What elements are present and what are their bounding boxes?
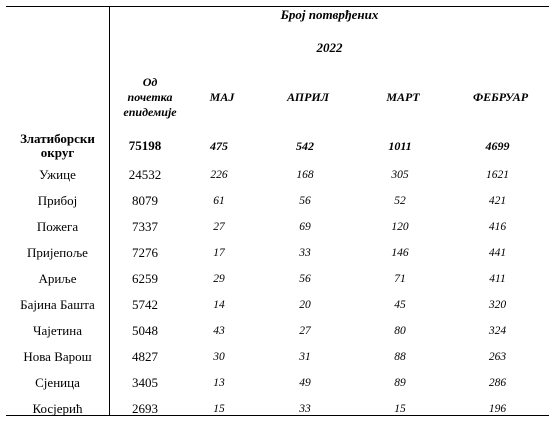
cell-april: 542 bbox=[296, 138, 314, 153]
cell-february: 1621 bbox=[486, 169, 509, 181]
column-header-february: ФЕБРУАР bbox=[472, 89, 529, 104]
column-header-april: АПРИЛ bbox=[287, 89, 329, 104]
cell-may: 30 bbox=[213, 351, 225, 363]
row-name: Чајетина bbox=[33, 323, 82, 338]
table-row bbox=[6, 214, 548, 240]
cell-may: 226 bbox=[210, 169, 228, 181]
confirmed-count-heading: Број потврђених bbox=[280, 7, 379, 22]
table-row bbox=[6, 188, 548, 214]
row-name: Косјерић bbox=[32, 401, 83, 416]
cell-april: 56 bbox=[299, 195, 311, 207]
cell-total: 4827 bbox=[132, 349, 158, 364]
cell-total: 5742 bbox=[132, 297, 158, 312]
row-name: Бајина Башта bbox=[20, 297, 95, 312]
table-row bbox=[6, 396, 548, 422]
cell-february: 196 bbox=[488, 403, 507, 415]
cell-may: 27 bbox=[213, 221, 225, 233]
table-row bbox=[6, 318, 548, 344]
cell-total: 75198 bbox=[128, 138, 162, 153]
cell-february: 416 bbox=[488, 221, 507, 233]
cell-total: 6259 bbox=[132, 271, 158, 286]
cell-march: 52 bbox=[394, 195, 406, 207]
cell-march: 120 bbox=[391, 221, 409, 233]
cell-total: 24532 bbox=[128, 167, 162, 182]
cell-total: 7337 bbox=[132, 219, 158, 234]
table-row bbox=[6, 292, 548, 318]
data-table bbox=[6, 130, 548, 422]
cell-may: 17 bbox=[213, 247, 225, 259]
cell-may: 29 bbox=[213, 273, 225, 285]
cell-total: 8079 bbox=[132, 193, 158, 208]
cell-february: 4699 bbox=[485, 138, 510, 153]
cell-total: 5048 bbox=[132, 323, 158, 338]
row-name: Прибој bbox=[37, 193, 78, 208]
cell-april: 20 bbox=[299, 299, 311, 311]
column-header-may: МАЈ bbox=[209, 89, 235, 104]
cell-march: 80 bbox=[394, 325, 406, 337]
table-row-district-total bbox=[6, 130, 548, 162]
table-row bbox=[6, 240, 548, 266]
row-name: Нова Варош bbox=[23, 349, 92, 364]
cell-april: 31 bbox=[299, 351, 311, 363]
cell-april: 27 bbox=[299, 325, 311, 337]
cell-february: 411 bbox=[489, 273, 506, 285]
row-name: Ужице bbox=[39, 167, 76, 182]
cell-april: 168 bbox=[296, 169, 314, 181]
cell-total: 7276 bbox=[132, 245, 158, 260]
table-row bbox=[6, 162, 548, 188]
cell-april: 33 bbox=[299, 247, 311, 259]
cell-february: 320 bbox=[488, 299, 507, 311]
row-name: Златиборски округ bbox=[20, 131, 95, 160]
cell-march: 1011 bbox=[388, 138, 412, 153]
cell-march: 146 bbox=[391, 247, 409, 259]
cell-february: 441 bbox=[488, 247, 507, 259]
data-table-frame bbox=[6, 6, 549, 416]
cell-march: 88 bbox=[394, 351, 406, 363]
row-name: Сјеница bbox=[35, 375, 80, 390]
cell-may: 13 bbox=[213, 377, 225, 389]
table-row bbox=[6, 266, 548, 292]
year-heading: 2022 bbox=[316, 40, 343, 55]
cell-february: 421 bbox=[488, 195, 507, 207]
cell-february: 263 bbox=[488, 351, 507, 363]
table-row bbox=[6, 370, 548, 396]
cell-march: 71 bbox=[394, 273, 406, 285]
cell-april: 49 bbox=[299, 377, 311, 389]
cell-may: 61 bbox=[213, 195, 225, 207]
table-row bbox=[6, 344, 548, 370]
cell-may: 43 bbox=[213, 325, 225, 337]
cell-may: 15 bbox=[213, 403, 225, 415]
row-name: Пријепоље bbox=[27, 245, 88, 260]
cell-may: 14 bbox=[213, 299, 225, 311]
cell-april: 69 bbox=[299, 221, 311, 233]
cell-february: 324 bbox=[488, 325, 507, 337]
cell-may: 475 bbox=[210, 138, 228, 153]
cell-april: 56 bbox=[299, 273, 311, 285]
column-header-total: Од почетка епидемије bbox=[123, 74, 177, 119]
cell-march: 45 bbox=[394, 299, 406, 311]
cell-march: 89 bbox=[394, 377, 406, 389]
column-header-march: МАРТ bbox=[386, 89, 420, 104]
cell-march: 305 bbox=[391, 169, 409, 181]
cell-march: 15 bbox=[394, 403, 406, 415]
cell-total: 2693 bbox=[132, 401, 158, 416]
row-name: Ариље bbox=[38, 271, 77, 286]
cell-total: 3405 bbox=[132, 375, 158, 390]
cell-february: 286 bbox=[488, 377, 507, 389]
row-name: Пожега bbox=[36, 219, 79, 234]
cell-april: 33 bbox=[299, 403, 311, 415]
